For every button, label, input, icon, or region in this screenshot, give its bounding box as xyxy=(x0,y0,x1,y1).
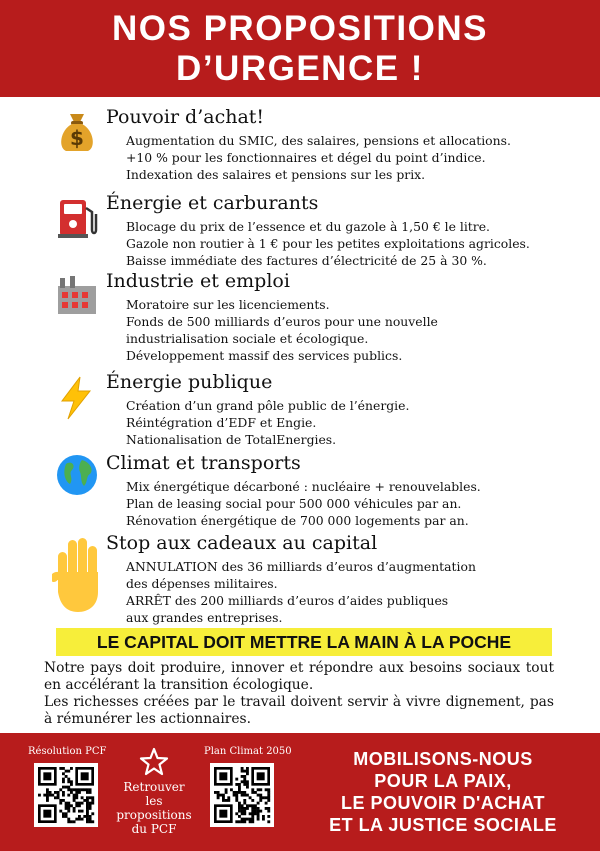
qr-label-resolution: Résolution PCF xyxy=(28,746,107,757)
section-title: Stop aux cadeaux au capital xyxy=(106,532,378,554)
mobilisation-cta xyxy=(300,748,586,836)
list-item: Plan de leasing social pour 500 000 véhicules par an. xyxy=(126,496,462,511)
capital-banner: LE CAPITAL DOIT METTRE LA MAIN À LA POCHE xyxy=(56,628,552,656)
list-item: industrialisation sociale et écologique. xyxy=(126,331,369,346)
section-items xyxy=(126,132,511,183)
retrouver-line: les xyxy=(145,794,163,808)
lightning-icon xyxy=(54,375,100,421)
money-bag-icon xyxy=(54,108,100,154)
list-item: Fonds de 500 milliards d’euros pour une nouvelle xyxy=(126,314,438,329)
globe-icon xyxy=(54,452,100,498)
qr-code-plan-climat[interactable] xyxy=(210,763,274,827)
section-title: Énergie et carburants xyxy=(106,192,319,214)
retrouver-text xyxy=(112,780,196,836)
paragraph-richesses: Les richesses créées par le travail doivent servir à vivre dignement, pas à rémunérer les actionnaires. xyxy=(44,694,554,727)
svg-text:$: $ xyxy=(70,126,84,150)
section-items xyxy=(126,478,481,529)
retrouver-line: du PCF xyxy=(131,822,177,836)
list-item: Blocage du prix de l’essence et du gazole à 1,50 € le litre. xyxy=(126,219,490,234)
list-item: Gazole non routier à 1 € pour les petites exploitations agricoles. xyxy=(126,236,530,251)
factory-icon xyxy=(54,272,100,318)
list-item: Nationalisation de TotalEnergies. xyxy=(126,432,337,447)
fuel-pump-icon xyxy=(54,194,100,240)
list-item: Augmentation du SMIC, des salaires, pensions et allocations. xyxy=(126,133,511,148)
list-item: Indexation des salaires et pensions sur les prix. xyxy=(126,167,426,182)
cta-line: MOBILISONS-NOUS xyxy=(353,749,533,769)
list-item: ARRÊT des 200 milliards d’euros d’aides publiques xyxy=(126,593,449,608)
cta-line: LE POUVOIR D'ACHAT xyxy=(341,793,545,813)
header-title-line1: NOS PROPOSITIONS xyxy=(112,8,488,48)
section-title: Climat et transports xyxy=(106,452,301,474)
list-item: Création d’un grand pôle public de l’énergie. xyxy=(126,398,410,413)
list-item: Mix énergétique décarboné : nucléaire + renouvelables. xyxy=(126,479,481,494)
section-title: Énergie publique xyxy=(106,371,273,393)
cta-line: ET LA JUSTICE SOCIALE xyxy=(329,815,557,835)
list-item: Baisse immédiate des factures d’électricité de 25 à 30 %. xyxy=(126,253,487,268)
list-item: ANNULATION des 36 milliards d’euros d’augmentation xyxy=(126,559,476,574)
header-banner xyxy=(0,0,600,97)
retrouver-line: Retrouver xyxy=(123,780,185,794)
header-title-line2: D’URGENCE ! xyxy=(176,48,424,88)
list-item: aux grandes entreprises. xyxy=(126,610,283,625)
retrouver-line: propositions xyxy=(116,808,192,822)
list-item: des dépenses militaires. xyxy=(126,576,278,591)
qr-label-plan-climat: Plan Climat 2050 xyxy=(204,746,292,757)
list-item: +10 % pour les fonctionnaires et dégel du point d’indice. xyxy=(126,150,486,165)
cta-line: POUR LA PAIX, xyxy=(374,771,512,791)
section-items xyxy=(126,558,476,626)
section-title: Pouvoir d’achat! xyxy=(106,106,265,128)
section-title: Industrie et emploi xyxy=(106,270,290,292)
paragraph-production: Notre pays doit produire, innover et répondre aux besoins sociaux tout en accélérant la transition écologique. xyxy=(44,660,554,693)
section-items xyxy=(126,397,409,448)
list-item: Réintégration d’EDF et Engie. xyxy=(126,415,317,430)
star-icon xyxy=(138,746,170,778)
list-item: Moratoire sur les licenciements. xyxy=(126,297,330,312)
list-item: Rénovation énergétique de 700 000 logements par an. xyxy=(126,513,469,528)
list-item: Développement massif des services publics. xyxy=(126,348,403,363)
section-items xyxy=(126,296,438,364)
section-items xyxy=(126,218,530,269)
raised-hand-icon xyxy=(52,534,104,614)
qr-code-resolution[interactable] xyxy=(34,763,98,827)
